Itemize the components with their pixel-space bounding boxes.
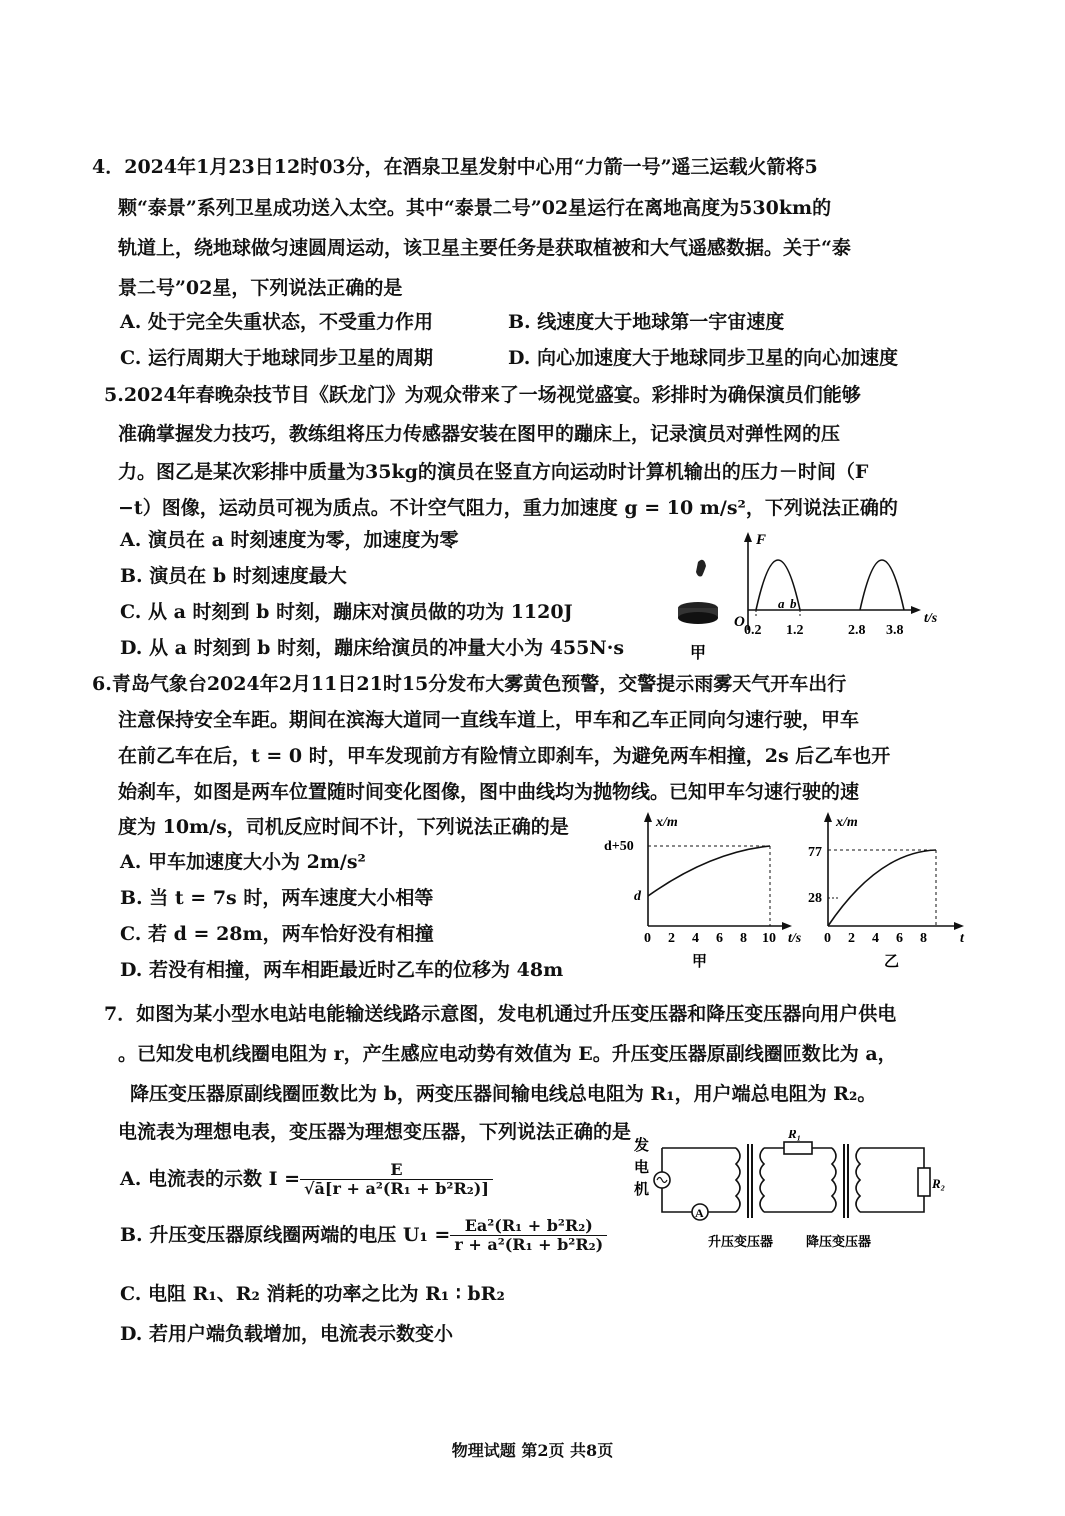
q7-stem-line4: 电流表为理想电表，变压器为理想变压器，下列说法正确的是 [118,1121,632,1143]
q6a-tick-4: 8 [740,931,747,946]
q6-option-c: C. 若 d = 28m，两车恰好没有相撞 [120,923,434,945]
q5-option-c: C. 从 a 时刻到 b 时刻，蹦床对演员做的功为 1120J [120,601,573,623]
generator-label-1: 发 [634,1138,650,1154]
q7-option-b-denominator: r + a²(R₁ + b²R₂) [454,1234,604,1254]
q6a-tick-3: 6 [716,931,723,946]
q6b-y-mid: 28 [808,891,822,906]
q6b-tick-2: 4 [872,931,879,946]
q7-option-c: C. 电阻 R₁、R₂ 消耗的功率之比为 R₁ ∶ bR₂ [120,1283,505,1305]
q5-stem-line4: −t）图像，运动员可视为质点。不计空气阻力，重力加速度 g = 10 m/s²，下列说法正确的 [118,497,898,519]
q7-option-d: D. 若用户端负载增加，电流表示数变小 [120,1323,454,1345]
q5-tick-1: 1.2 [786,623,804,638]
page-footer: 物理试题 第2页 共8页 [451,1441,614,1460]
q7-option-b-fraction [450,1217,607,1254]
q6-stem-line4: 始刹车，如图是两车位置随时间变化图像，图中曲线均为抛物线。已知甲车匀速行驶的速 [118,781,860,803]
q7-option-b-label: B. 升压变压器原线圈两端的电压 U₁ = [120,1224,451,1246]
q6-graph-b [808,810,978,972]
q5-option-d: D. 从 a 时刻到 b 时刻，蹦床给演员的冲量大小为 455N·s [120,637,625,659]
q4-stem-line4: 景二号”02星，下列说法正确的是 [118,277,403,299]
resistor-r1 [784,1142,812,1154]
generator-label-3: 机 [634,1182,650,1198]
q7-option-a-denominator: √ā[r + a²(R₁ + b²R₂)] [304,1178,489,1198]
q6a-x-label: t/s [788,931,802,946]
resistor-r2 [918,1168,930,1196]
resistor-r1-label: R₁ [788,1130,802,1141]
q5-y-label: F [756,532,767,548]
q6a-tick-5: 10 [762,931,776,946]
q5-figure [670,530,960,665]
q6b-x-label: t [960,931,964,946]
q6-stem-line5: 度为 10m/s，司机反应时间不计，下列说法正确的是 [118,816,569,838]
ammeter-label: A [695,1206,704,1220]
q6a-y-mid: d [634,889,641,904]
q4-option-d: D. 向心加速度大于地球同步卫星的向心加速度 [508,347,899,369]
q7-option-b-numerator: Ea²(R₁ + b²R₂) [450,1217,607,1236]
q6b-tick-0: 0 [824,931,831,946]
q5-tick-0: 0.2 [744,623,762,638]
step-up-primary-coil [736,1148,740,1212]
resistor-r2-label: R₂ [932,1176,946,1191]
q5-mark-b: b [790,596,797,611]
q7-stem-line1: 7．如图为某小型水电站电能输送线路示意图，发电机通过升压变压器和降压变压器向用户供电 [104,1003,897,1025]
step-up-secondary-coil [760,1148,764,1212]
q6b-caption: 乙 [884,954,900,970]
q6b-curve [828,850,936,926]
q5-stem-line3: 力。图乙是某次彩排中质量为35kg的演员在竖直方向运动时计算机输出的压力－时间（F [118,461,869,483]
q6b-y-label: x/m [836,815,858,830]
q5-option-b: B. 演员在 b 时刻速度最大 [120,565,347,587]
q7-stem-line2: 。已知发电机线圈电阻为 r，产生感应电动势有效值为 E。升压变压器原副线圈匝数比为 a， [118,1043,897,1065]
q6b-y-top: 77 [808,845,822,860]
q6b-tick-3: 6 [896,931,903,946]
q7-stem-line3: 降压变压器原副线圈匝数比为 b，两变压器间输电线总电阻为 R₁，用户端总电阻为 R₂。 [130,1083,877,1105]
q4-stem-line1: 4．2024年1月23日12时03分，在酒泉卫星发射中心用“力箭一号”遥三运载火箭将5 [92,156,818,178]
q6-stem-line3: 在前乙车在后，t = 0 时，甲车发现前方有险情立即刹车，为避免两车相撞，2s 后乙车也开 [118,745,891,767]
q6a-y-top: d+50 [604,839,634,854]
q6-stem-line1: 6.青岛气象台2024年2月11日21时15分发布大雾黄色预警，交警提示雨雾天气开车出行 [92,673,847,695]
q5-x-label: t/s [924,611,938,626]
q5-tick-2: 2.8 [848,623,866,638]
q6-graph-a [600,810,810,972]
q4-option-a: A. 处于完全失重状态，不受重力作用 [120,311,433,333]
q5-curve-2 [860,560,904,610]
q7-option-b [120,1208,607,1262]
q5-fig-caption: 甲 [689,645,707,662]
q6a-caption: 甲 [692,954,708,970]
q4-stem-line2: 颗“泰景”系列卫星成功送入太空。其中“泰景二号”02星运行在离地高度为530km的 [118,197,832,219]
q7-option-a-label: A. 电流表的示数 I = [120,1168,301,1190]
trampoline-figure [678,560,718,624]
q7-circuit-diagram [628,1130,958,1260]
q4-stem-line3: 轨道上，绕地球做匀速圆周运动，该卫星主要任务是获取植被和大气遥感数据。关于“泰 [118,237,851,259]
q6-option-d: D. 若没有相撞，两车相距最近时乙车的位移为 48m [120,959,564,981]
q5-stem-line1: 5.2024年春晚杂技节目《跃龙门》为观众带来了一场视觉盛宴。彩排时为确保演员们能够 [104,384,861,406]
q6a-curve [648,846,770,896]
q6a-y-label: x/m [656,815,678,830]
q5-origin: O [734,614,745,630]
step-down-label: 降压变压器 [806,1234,872,1249]
q7-option-a-numerator: E [300,1161,493,1180]
step-up-label: 升压变压器 [708,1234,774,1249]
q4-option-c: C. 运行周期大于地球同步卫星的周期 [120,347,434,369]
q6-option-b: B. 当 t = 7s 时，两车速度大小相等 [120,887,434,909]
q6a-tick-2: 4 [692,931,699,946]
step-down-primary-coil [832,1148,836,1212]
q6-option-a: A. 甲车加速度大小为 2m/s² [120,851,366,873]
q5-mark-a: a [778,596,785,611]
step-down-secondary-coil [856,1148,860,1212]
generator-label-2: 电 [634,1160,650,1176]
q7-option-a-fraction [300,1161,493,1198]
q6-stem-line2: 注意保持安全车距。期间在滨海大道同一直线车道上，甲车和乙车正同向匀速行驶，甲车 [118,709,860,731]
q5-tick-3: 3.8 [886,623,904,638]
q6a-tick-0: 0 [644,931,651,946]
q4-option-b: B. 线速度大于地球第一宇宙速度 [508,311,785,333]
q6a-tick-1: 2 [668,931,675,946]
q6b-tick-4: 8 [920,931,927,946]
q7-option-a [120,1152,493,1206]
q5-option-a: A. 演员在 a 时刻速度为零，加速度为零 [120,529,459,551]
q5-stem-line2: 准确掌握发力技巧，教练组将压力传感器安装在图甲的蹦床上，记录演员对弹性网的压 [118,423,841,445]
q6b-tick-1: 2 [848,931,855,946]
